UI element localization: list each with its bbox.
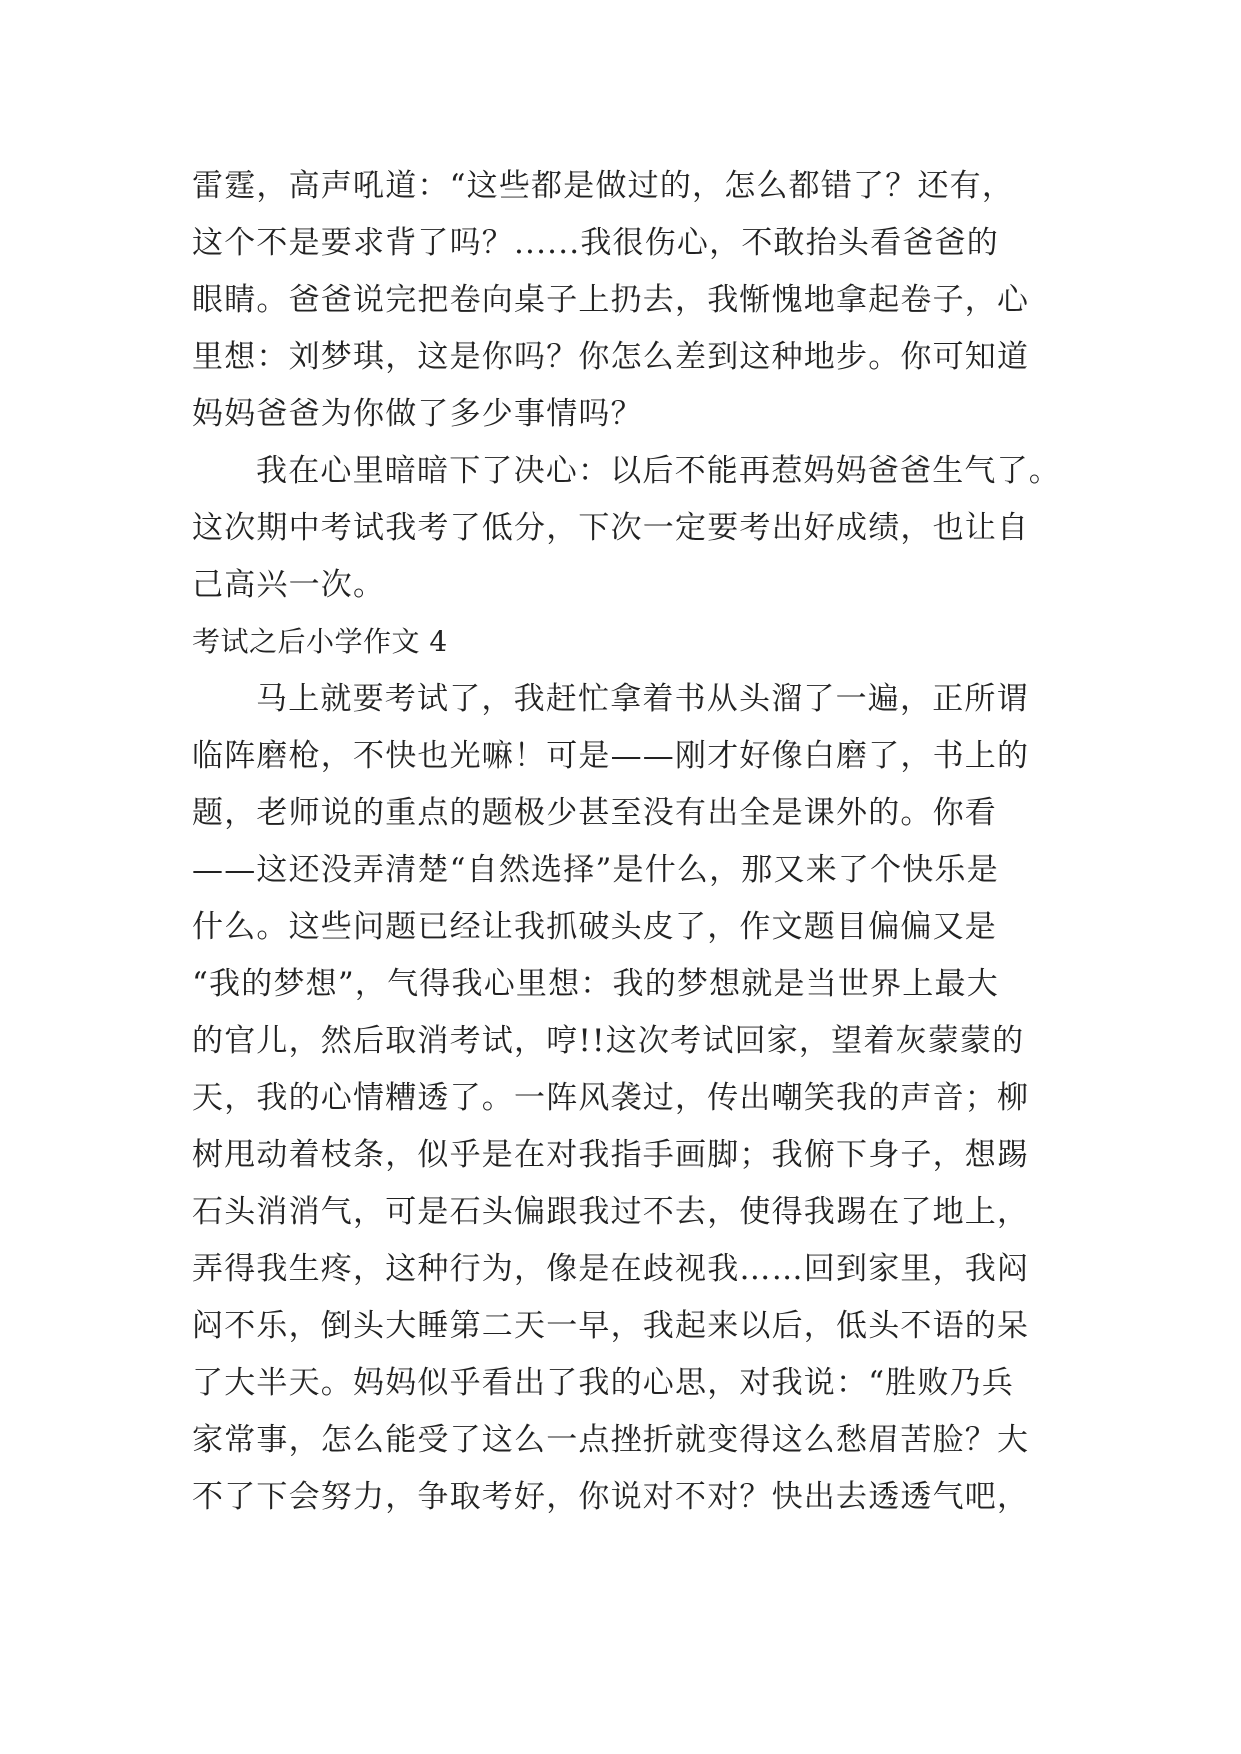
text-line: 临阵磨枪，不快也光嘛！可是——刚才好像白磨了，书上的 <box>192 738 1030 774</box>
section-heading: 考试之后小学作文 4 <box>192 625 448 658</box>
text-line: 这个不是要求背了吗？......我很伤心，不敢抬头看爸爸的 <box>192 225 999 261</box>
text-line: 天，我的心情糟透了。一阵风袭过，传出嘲笑我的声音；柳 <box>192 1080 1030 1116</box>
text-line: 树甩动着枝条，似乎是在对我指手画脚；我俯下身子，想踢 <box>192 1137 1030 1173</box>
text-line: 眼睛。爸爸说完把卷向桌子上扔去，我惭愧地拿起卷子，心 <box>192 282 1030 318</box>
text-line: 己高兴一次。 <box>192 567 386 603</box>
text-line: 家常事，怎么能受了这么一点挫折就变得这么愁眉苦脸？大 <box>192 1422 1030 1458</box>
text-line: 弄得我生疼，这种行为，像是在歧视我……回到家里，我闷 <box>192 1251 1030 1287</box>
text-line: 这次期中考试我考了低分，下次一定要考出好成绩，也让自 <box>192 510 1030 546</box>
text-line: 马上就要考试了，我赶忙拿着书从头溜了一遍，正所谓 <box>256 681 1029 717</box>
text-line: 我在心里暗暗下了决心：以后不能再惹妈妈爸爸生气了。 <box>256 453 1061 489</box>
text-line: 的官儿，然后取消考试，哼!!这次考试回家，望着灰蒙蒙的 <box>192 1023 1025 1059</box>
text-line: 雷霆，高声吼道：“这些都是做过的，怎么都错了？还有， <box>192 168 1015 204</box>
text-line: 什么。这些问题已经让我抓破头皮了，作文题目偏偏又是 <box>192 909 997 945</box>
text-line: 不了下会努力，争取考好，你说对不对？快出去透透气吧， <box>192 1479 1030 1515</box>
text-line: ——这还没弄清楚“自然选择”是什么，那又来了个快乐是 <box>192 852 999 888</box>
text-line: 妈妈爸爸为你做了多少事情吗？ <box>192 396 643 432</box>
text-line: 石头消消气，可是石头偏跟我过不去，使得我踢在了地上， <box>192 1194 1030 1230</box>
text-line: 题，老师说的重点的题极少甚至没有出全是课外的。你看 <box>192 795 997 831</box>
text-line: “我的梦想”，气得我心里想：我的梦想就是当世界上最大 <box>192 966 999 1002</box>
text-line: 了大半天。妈妈似乎看出了我的心思，对我说：“胜败乃兵 <box>192 1365 1015 1401</box>
text-line: 里想：刘梦琪，这是你吗？你怎么差到这种地步。你可知道 <box>192 339 1030 375</box>
text-line: 闷不乐，倒头大睡第二天一早，我起来以后，低头不语的呆 <box>192 1308 1030 1344</box>
